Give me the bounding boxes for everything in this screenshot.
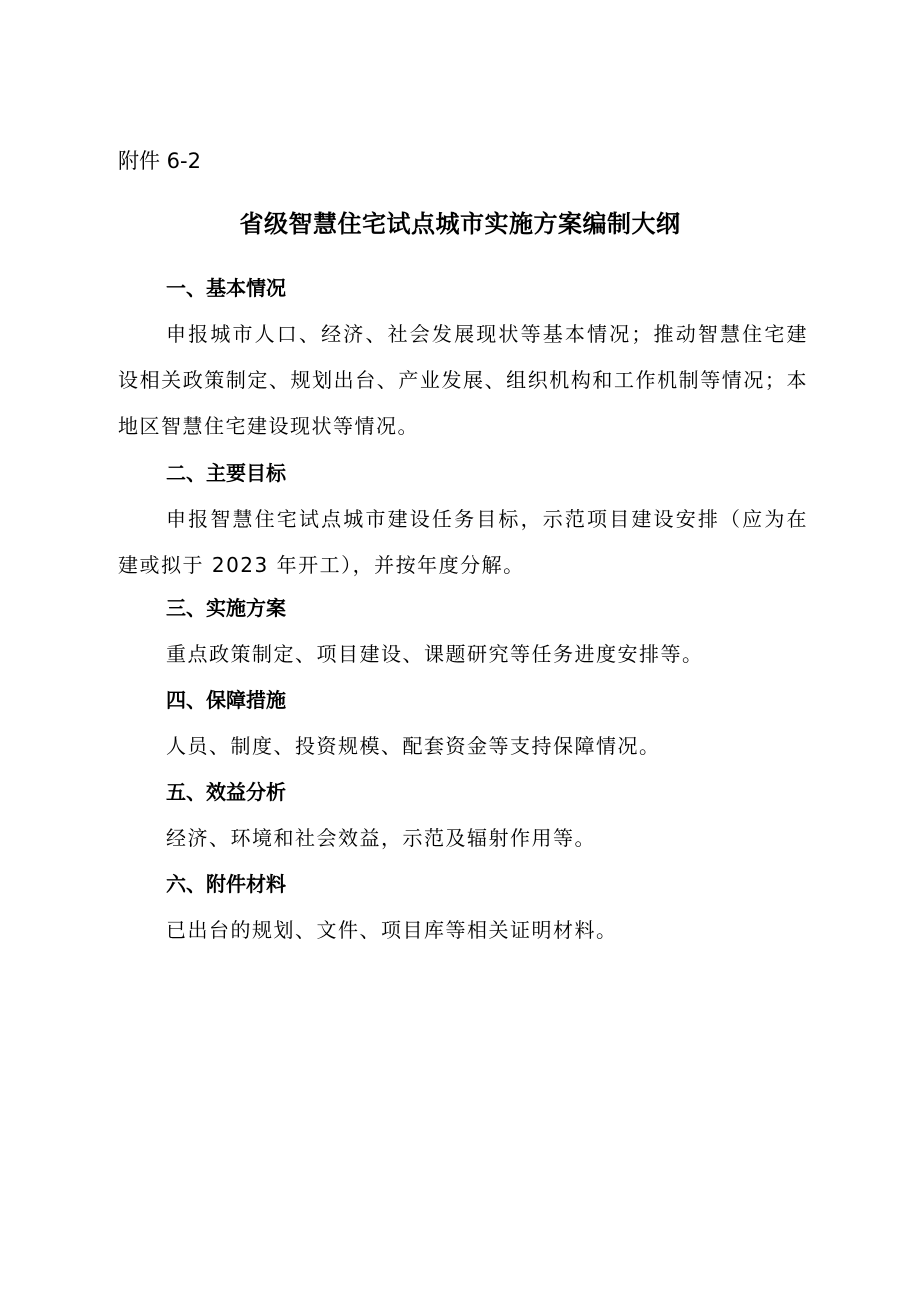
section-body-attachments: 已出台的规划、文件、项目库等相关证明材料。 xyxy=(166,918,618,942)
section-heading-main-goals: 二、主要目标 xyxy=(166,461,286,485)
page-title: 省级智慧住宅试点城市实施方案编制大纲 xyxy=(239,210,681,238)
section-body-safeguard-measures: 人员、制度、投资规模、配套资金等支持保障情况。 xyxy=(166,734,661,758)
section-body-basic-situation: 申报城市人口、经济、社会发展现状等基本情况；推动智慧住宅建设相关政策制定、规划出台、产业发展、组织机构和工作机制等情况；本地区智慧住宅建设现状等情况。 xyxy=(118,322,808,438)
section-body-implementation-plan: 重点政策制定、项目建设、课题研究等任务进度安排等。 xyxy=(166,642,704,666)
section-heading-benefit-analysis: 五、效益分析 xyxy=(166,780,286,804)
section-heading-basic-situation: 一、基本情况 xyxy=(166,276,286,300)
section-heading-attachments: 六、附件材料 xyxy=(166,872,286,896)
section-body-main-goals: 申报智慧住宅试点城市建设任务目标，示范项目建设安排（应为在建或拟于 2023 年开工），并按年度分解。 xyxy=(118,507,808,577)
attachment-label: 附件 6-2 xyxy=(118,149,201,173)
section-heading-safeguard-measures: 四、保障措施 xyxy=(166,688,286,712)
section-heading-implementation-plan: 三、实施方案 xyxy=(166,596,286,620)
section-body-benefit-analysis: 经济、环境和社会效益，示范及辐射作用等。 xyxy=(166,826,596,850)
